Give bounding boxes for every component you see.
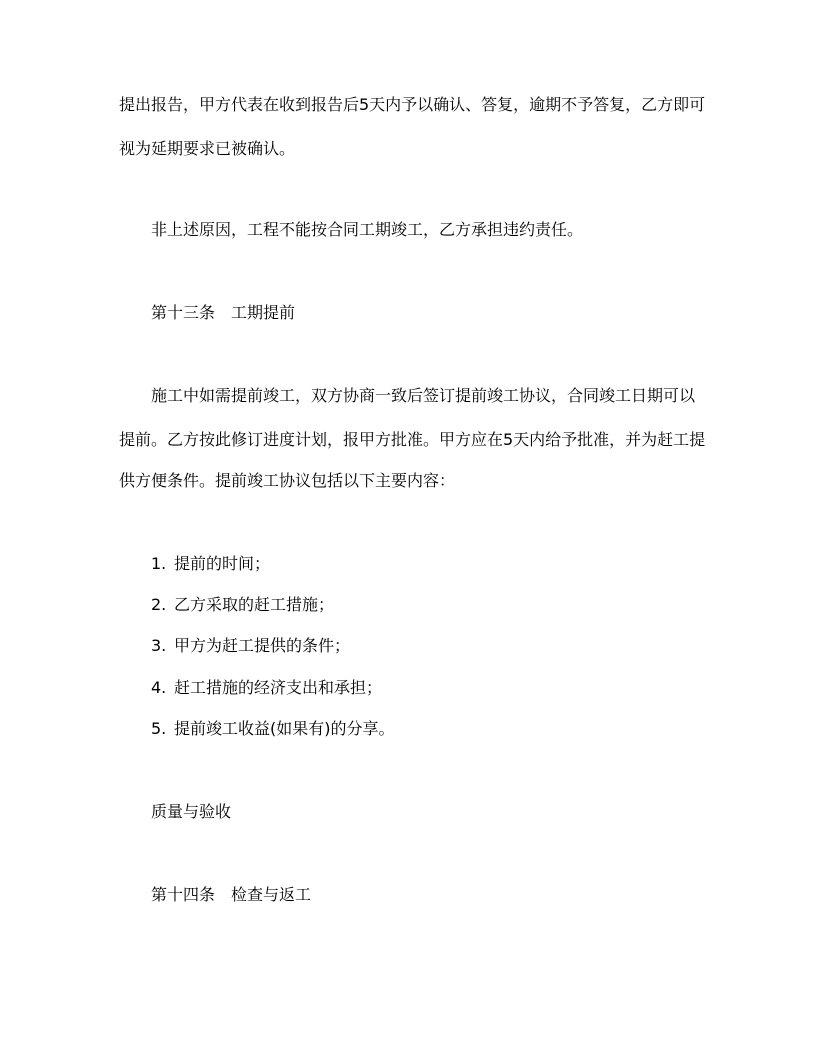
list-item: [151, 718, 395, 740]
list-item-number: 1.: [151, 554, 167, 573]
list-item-number: 5.: [151, 719, 167, 738]
list-item-text: 赶工措施的经济支出和承担；: [174, 678, 383, 697]
list-item: [151, 677, 382, 699]
list-item-number: 2.: [151, 595, 167, 614]
list-item: [151, 594, 334, 616]
paragraph-text: 供方便条件。提前竣工协议包括以下主要内容：: [119, 471, 456, 490]
paragraph-text: 非上述原因，工程不能按合同工期竣工，乙方承担违约责任。: [151, 220, 584, 239]
paragraph-text: 提前。乙方按此修订进度计划，报甲方批准。甲方应在5天内给予批准，并为赶工提: [119, 430, 706, 449]
article-heading: 第十三条 工期提前: [151, 303, 296, 322]
list-item: [151, 553, 270, 575]
list-item-number: 4.: [151, 678, 167, 697]
list-item-text: 提前竣工收益(如果有)的分享。: [174, 719, 395, 738]
list-item-number: 3.: [151, 636, 167, 655]
paragraph-text: 视为延期要求已被确认。: [119, 139, 296, 158]
article-heading: 第十四条 检查与返工: [151, 885, 312, 904]
list-item: [151, 635, 350, 657]
list-item-text: 甲方为赶工提供的条件；: [174, 636, 351, 655]
paragraph-text: 施工中如需提前竣工，双方协商一致后签订提前竣工协议，合同竣工日期可以: [151, 386, 696, 405]
list-item-text: 提前的时间；: [174, 554, 271, 573]
section-heading: 质量与验收: [151, 802, 232, 821]
list-item-text: 乙方采取的赶工措施；: [174, 595, 335, 614]
paragraph-text: 提出报告，甲方代表在收到报告后5天内予以确认、答复，逾期不予答复，乙方即可: [119, 95, 706, 114]
